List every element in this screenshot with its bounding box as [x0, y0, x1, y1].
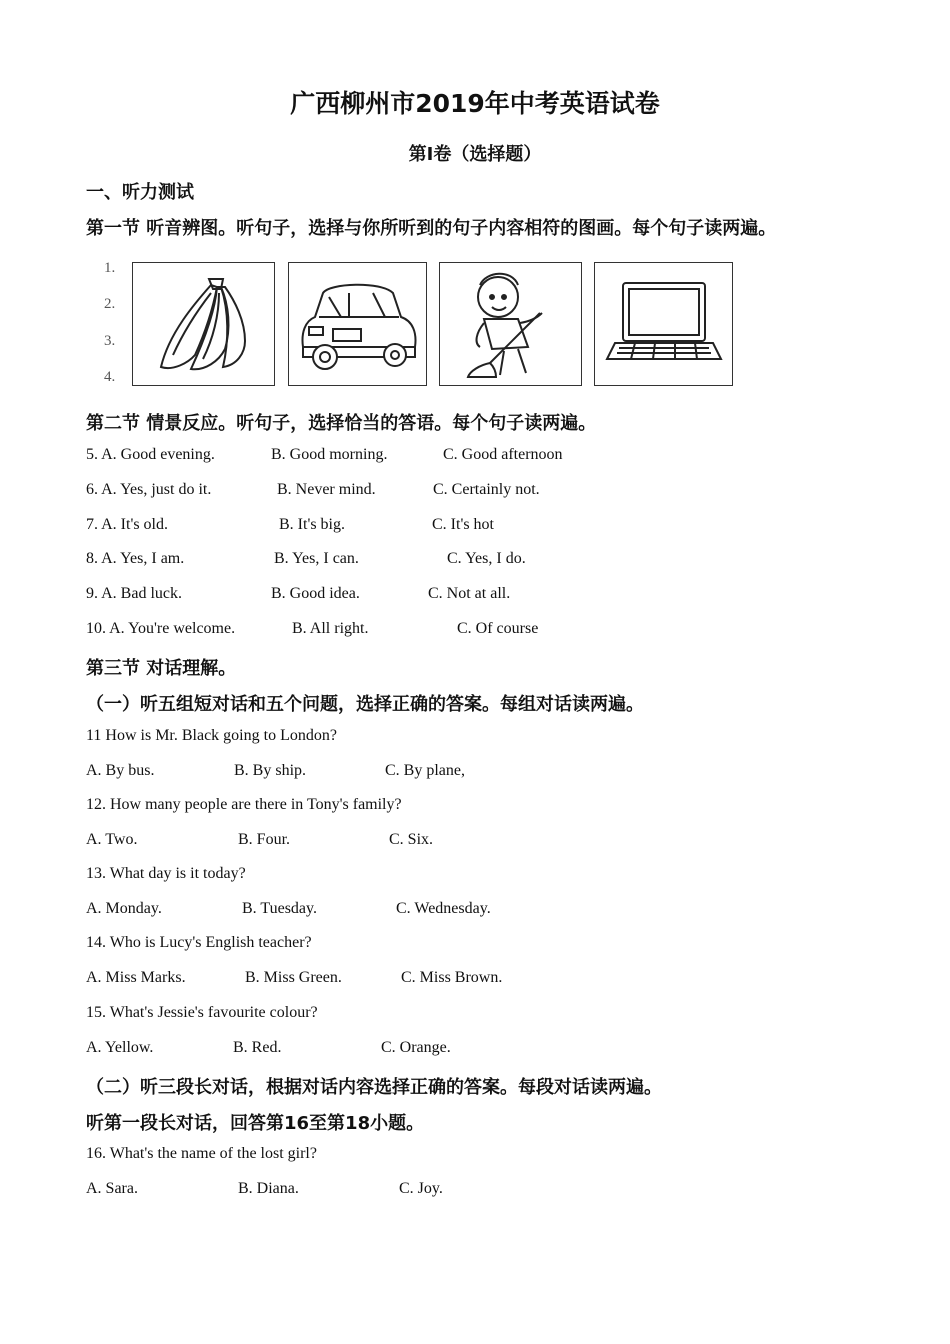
paper-subtitle: 第I卷（选择题） — [408, 144, 542, 165]
computer-picture — [594, 262, 733, 386]
q8-option-b: B. Yes, I can. — [274, 550, 359, 567]
laptop-icon — [595, 263, 732, 385]
q13-question: 13. What day is it today? — [86, 865, 246, 882]
q6-option-c: C. Certainly not. — [433, 481, 540, 498]
q14-question: 14. Who is Lucy's English teacher? — [86, 934, 312, 951]
picture-number-1: 1. — [104, 260, 116, 276]
q12-option-b: B. Four. — [238, 831, 291, 848]
q15-option-c: C. Orange. — [381, 1039, 451, 1056]
section2-heading: 第二节 情景反应。听句子，选择恰当的答语。每个句子读两遍。 — [86, 413, 597, 434]
q10-option-b: B. All right. — [292, 620, 369, 637]
q14-option-b: B. Miss Green. — [245, 969, 342, 986]
q9-option-c: C. Not at all. — [428, 585, 511, 602]
q12-option-a: A. Two. — [86, 831, 138, 848]
q8-option-a: 8. A. Yes, I am. — [86, 550, 185, 567]
banana-icon — [133, 263, 274, 385]
q9-option-a: 9. A. Bad luck. — [86, 585, 182, 602]
picture-number-4: 4. — [104, 369, 116, 385]
q14-option-c: C. Miss Brown. — [401, 969, 503, 986]
section3-heading: 第三节 对话理解。 — [86, 658, 237, 679]
q6-option-a: 6. A. Yes, just do it. — [86, 481, 212, 498]
picture-number-3: 3. — [104, 333, 116, 349]
dialog1-heading: 听第一段长对话，回答第16至第18小题。 — [86, 1113, 425, 1134]
q5-option-c: C. Good afternoon — [443, 446, 563, 463]
q7-option-a: 7. A. It's old. — [86, 516, 168, 533]
q15-option-b: B. Red. — [233, 1039, 282, 1056]
q11-option-c: C. By plane, — [385, 762, 465, 779]
q13-option-b: B. Tuesday. — [242, 900, 317, 917]
picture-number-2: 2. — [104, 296, 116, 312]
q10-option-a: 10. A. You're welcome. — [86, 620, 236, 637]
boy-sweeping-picture — [439, 262, 582, 386]
q12-question: 12. How many people are there in Tony's family? — [86, 796, 402, 813]
q14-option-a: A. Miss Marks. — [86, 969, 186, 986]
subsection2-heading: （二）听三段长对话，根据对话内容选择正确的答案。每段对话读两遍。 — [86, 1077, 662, 1098]
q8-option-c: C. Yes, I do. — [447, 550, 526, 567]
section1-heading: 第一节 听音辨图。听句子，选择与你所听到的句子内容相符的图画。每个句子读两遍。 — [86, 218, 777, 239]
part1-heading: 一、听力测试 — [86, 182, 194, 203]
q13-option-a: A. Monday. — [86, 900, 162, 917]
q5-option-a: 5. A. Good evening. — [86, 446, 215, 463]
boy-sweeping-icon — [440, 263, 581, 385]
q5-option-b: B. Good morning. — [271, 446, 388, 463]
q11-option-a: A. By bus. — [86, 762, 155, 779]
q16-option-c: C. Joy. — [399, 1180, 443, 1197]
q10-option-c: C. Of course — [457, 620, 539, 637]
q11-option-b: B. By ship. — [234, 762, 307, 779]
q7-option-c: C. It's hot — [432, 516, 494, 533]
q15-option-a: A. Yellow. — [86, 1039, 154, 1056]
banana-picture — [132, 262, 275, 386]
q11-question: 11 How is Mr. Black going to London? — [86, 727, 337, 744]
page-title: 广西柳州市2019年中考英语试卷 — [290, 89, 660, 118]
q16-option-a: A. Sara. — [86, 1180, 138, 1197]
q12-option-c: C. Six. — [389, 831, 434, 848]
q16-question: 16. What's the name of the lost girl? — [86, 1145, 317, 1162]
q6-option-b: B. Never mind. — [277, 481, 376, 498]
q16-option-b: B. Diana. — [238, 1180, 299, 1197]
subsection1-heading: （一）听五组短对话和五个问题，选择正确的答案。每组对话读两遍。 — [86, 694, 644, 715]
car-icon — [289, 263, 426, 385]
q7-option-b: B. It's big. — [279, 516, 345, 533]
q13-option-c: C. Wednesday. — [396, 900, 491, 917]
q15-question: 15. What's Jessie's favourite colour? — [86, 1004, 318, 1021]
car-picture — [288, 262, 427, 386]
q9-option-b: B. Good idea. — [271, 585, 360, 602]
